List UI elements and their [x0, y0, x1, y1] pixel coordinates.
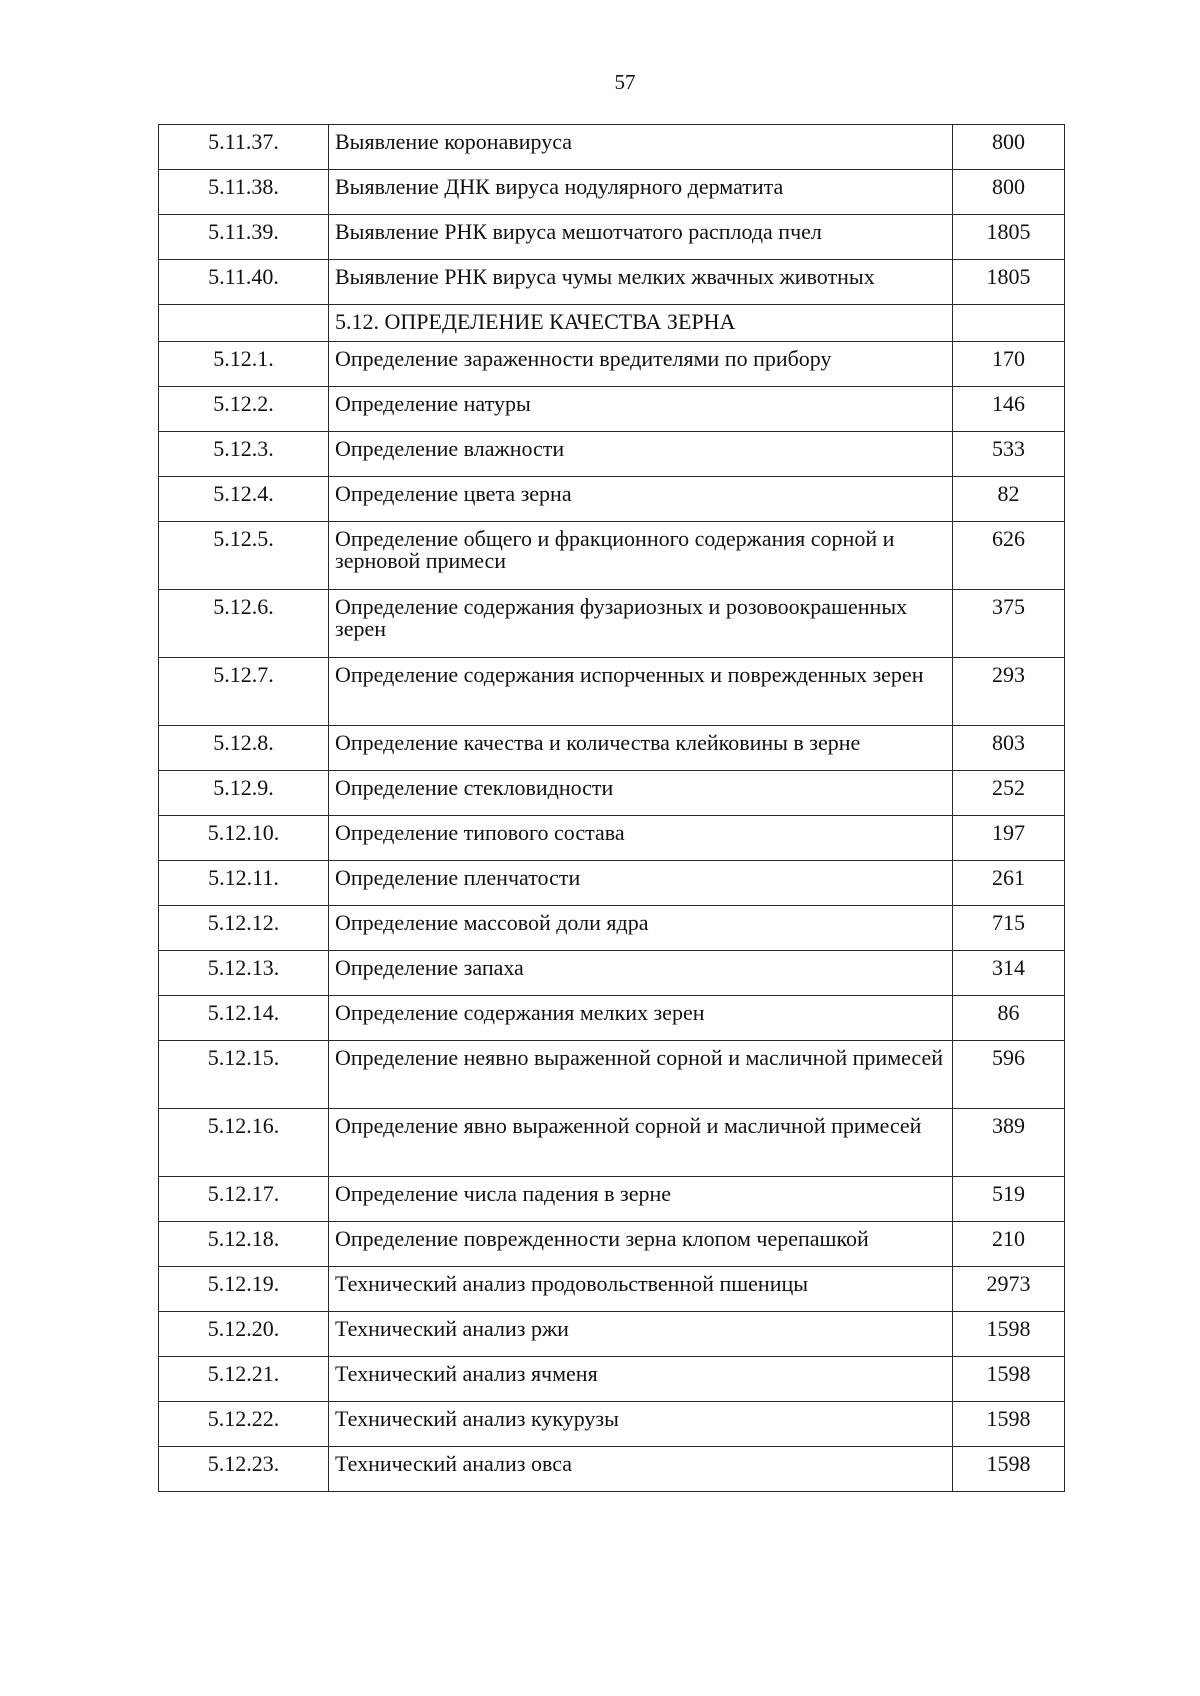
item-price: 803: [953, 726, 1065, 771]
item-price: 252: [953, 771, 1065, 816]
item-code: 5.12.6.: [159, 590, 329, 658]
item-price: 533: [953, 432, 1065, 477]
table-row: [159, 816, 1065, 861]
item-code: 5.12.8.: [159, 726, 329, 771]
item-code: 5.12.20.: [159, 1312, 329, 1357]
item-price: 197: [953, 816, 1065, 861]
item-price: 1598: [953, 1447, 1065, 1492]
item-code: 5.12.21.: [159, 1357, 329, 1402]
item-name: Определение общего и фракционного содержания сорной и зерновой примеси: [329, 522, 953, 590]
section-header-row: [159, 305, 1065, 342]
item-code: 5.11.40.: [159, 260, 329, 305]
item-code: 5.12.14.: [159, 996, 329, 1041]
table-row: [159, 951, 1065, 996]
item-price: 715: [953, 906, 1065, 951]
item-name: Определение стекловидности: [329, 771, 953, 816]
item-name: Определение пленчатости: [329, 861, 953, 906]
price-table-body: [159, 125, 1065, 1492]
item-code: 5.12.2.: [159, 387, 329, 432]
item-name: Определение типового состава: [329, 816, 953, 861]
table-row: [159, 477, 1065, 522]
item-code: 5.12.17.: [159, 1177, 329, 1222]
item-code: 5.12.23.: [159, 1447, 329, 1492]
table-row: [159, 996, 1065, 1041]
item-code: 5.12.9.: [159, 771, 329, 816]
item-code: 5.12.18.: [159, 1222, 329, 1267]
item-name: Определение натуры: [329, 387, 953, 432]
item-code: 5.12.15.: [159, 1041, 329, 1109]
item-price: [953, 305, 1065, 342]
item-price: 1598: [953, 1357, 1065, 1402]
page-number: 57: [614, 70, 636, 94]
item-name: Определение зараженности вредителями по прибору: [329, 342, 953, 387]
table-row: [159, 125, 1065, 170]
item-name: Определение запаха: [329, 951, 953, 996]
table-row: [159, 861, 1065, 906]
item-price: 82: [953, 477, 1065, 522]
item-price: 596: [953, 1041, 1065, 1109]
item-price: 1598: [953, 1402, 1065, 1447]
table-row: [159, 771, 1065, 816]
item-name: Определение влажности: [329, 432, 953, 477]
item-name: Выявление РНК вируса мешотчатого расплода пчел: [329, 215, 953, 260]
item-code: 5.12.11.: [159, 861, 329, 906]
item-price: 800: [953, 125, 1065, 170]
table-row: [159, 1402, 1065, 1447]
table-row: [159, 906, 1065, 951]
item-price: 1805: [953, 260, 1065, 305]
item-code: 5.12.12.: [159, 906, 329, 951]
item-code: 5.12.7.: [159, 658, 329, 726]
item-name: Определение цвета зерна: [329, 477, 953, 522]
table-row: [159, 726, 1065, 771]
item-price: 86: [953, 996, 1065, 1041]
table-row: [159, 170, 1065, 215]
item-price: 314: [953, 951, 1065, 996]
table-row: [159, 1312, 1065, 1357]
table-row: [159, 342, 1065, 387]
table-row: [159, 432, 1065, 477]
item-price: 626: [953, 522, 1065, 590]
item-name: Выявление коронавируса: [329, 125, 953, 170]
item-code: 5.12.10.: [159, 816, 329, 861]
item-name: Определение содержания фузариозных и розовоокрашенных зерен: [329, 590, 953, 658]
item-code: 5.12.19.: [159, 1267, 329, 1312]
item-name: Выявление РНК вируса чумы мелких жвачных животных: [329, 260, 953, 305]
table-row: [159, 1177, 1065, 1222]
table-row: [159, 1222, 1065, 1267]
table-row: [159, 1447, 1065, 1492]
item-code: 5.12.3.: [159, 432, 329, 477]
price-table: [158, 124, 1065, 1492]
item-price: 261: [953, 861, 1065, 906]
item-price: 389: [953, 1109, 1065, 1177]
item-price: 519: [953, 1177, 1065, 1222]
table-row: [159, 260, 1065, 305]
item-name: Определение содержания испорченных и поврежденных зерен: [329, 658, 953, 726]
item-code: 5.11.39.: [159, 215, 329, 260]
item-code: [159, 305, 329, 342]
table-row: [159, 1267, 1065, 1312]
table-row: [159, 387, 1065, 432]
item-code: 5.12.16.: [159, 1109, 329, 1177]
table-row: [159, 658, 1065, 726]
item-name: Определение качества и количества клейковины в зерне: [329, 726, 953, 771]
item-name: Определение явно выраженной сорной и масличной примесей: [329, 1109, 953, 1177]
section-title: 5.12. ОПРЕДЕЛЕНИЕ КАЧЕСТВА ЗЕРНА: [329, 305, 953, 342]
item-price: 800: [953, 170, 1065, 215]
table-row: [159, 1041, 1065, 1109]
table-row: [159, 215, 1065, 260]
item-name: Технический анализ ржи: [329, 1312, 953, 1357]
table-row: [159, 522, 1065, 590]
item-price: 210: [953, 1222, 1065, 1267]
item-price: 293: [953, 658, 1065, 726]
item-price: 1805: [953, 215, 1065, 260]
table-row: [159, 1109, 1065, 1177]
item-price: 1598: [953, 1312, 1065, 1357]
item-code: 5.11.37.: [159, 125, 329, 170]
item-price: 170: [953, 342, 1065, 387]
item-price: 146: [953, 387, 1065, 432]
item-code: 5.12.1.: [159, 342, 329, 387]
item-price: 2973: [953, 1267, 1065, 1312]
item-name: Определение содержания мелких зерен: [329, 996, 953, 1041]
item-code: 5.12.4.: [159, 477, 329, 522]
item-name: Технический анализ продовольственной пшеницы: [329, 1267, 953, 1312]
item-code: 5.12.22.: [159, 1402, 329, 1447]
table-row: [159, 590, 1065, 658]
item-name: Определение неявно выраженной сорной и масличной примесей: [329, 1041, 953, 1109]
item-code: 5.11.38.: [159, 170, 329, 215]
item-name: Определение массовой доли ядра: [329, 906, 953, 951]
item-name: Технический анализ ячменя: [329, 1357, 953, 1402]
item-price: 375: [953, 590, 1065, 658]
item-name: Технический анализ кукурузы: [329, 1402, 953, 1447]
item-name: Технический анализ овса: [329, 1447, 953, 1492]
item-name: Определение поврежденности зерна клопом черепашкой: [329, 1222, 953, 1267]
item-name: Выявление ДНК вируса нодулярного дерматита: [329, 170, 953, 215]
table-row: [159, 1357, 1065, 1402]
item-code: 5.12.13.: [159, 951, 329, 996]
item-code: 5.12.5.: [159, 522, 329, 590]
item-name: Определение числа падения в зерне: [329, 1177, 953, 1222]
